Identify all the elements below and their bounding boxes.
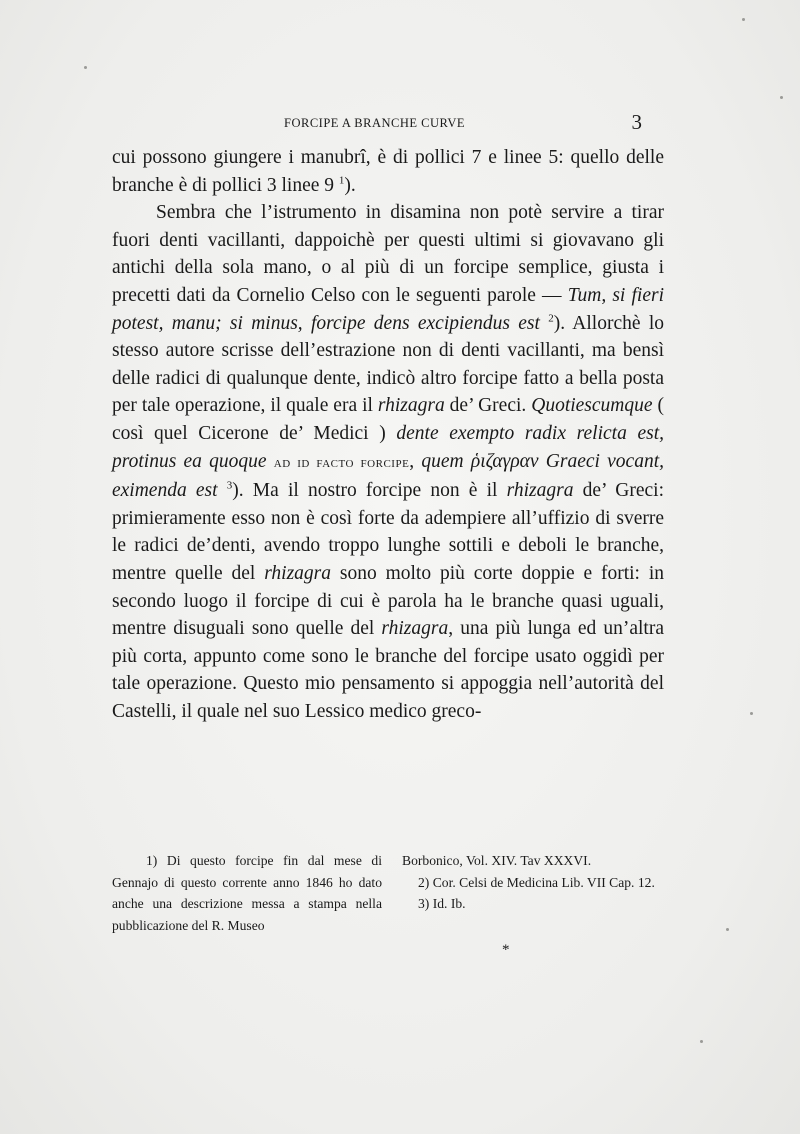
term-rhizagra: rhizagra (381, 618, 449, 640)
main-text (112, 144, 664, 725)
paper-speck (750, 712, 753, 715)
footnote-1: 1) Di questo forcipe fin dal mese di Gennajo di questo corrente anno 1846 ho dato anche una descrizione messa a stampa nella pubblicazione del R. Museo (112, 853, 382, 933)
text-run: ( così quel Cicerone de’ Medici ) (112, 395, 664, 444)
term-rhizagra: rhizagra (506, 480, 574, 502)
footnotes-left-column (112, 850, 382, 936)
page-number: 3 (631, 110, 642, 134)
celsus-quote-1: Tum, si fieri potest, manu; si minus, forcipe dens excipiendus est (112, 284, 665, 334)
text-run: de’ Greci: primieramente esso non è così forte da adempiere all’uffizio di sverre le radici de’denti, avendo troppo lunghe sottili e deboli le branche, mentre quelle del (112, 480, 664, 584)
text-run: , (409, 450, 422, 472)
small-caps-phrase: ad id facto forcipe (273, 454, 410, 471)
text-run: ). Allorchè lo stesso autore scrisse dell’estrazione non di denti vacillanti, ma bensì delle radici di qualunque dente, indicò altro forcipe fatto a bella posta per tale operazione, il quale era il (112, 312, 665, 417)
text-run: , una più lunga ed un’altra più corta, appunto come sono le branche del forcipe usato oggidì per tale operazione. Questo mio pensamento si appoggia nell’autorità del Castelli, il quale nel suo Lessico medico greco- (112, 618, 664, 722)
footnote-ref-2: 2 (548, 312, 554, 325)
term-rhizagra: rhizagra (377, 395, 445, 417)
paper-speck (726, 928, 729, 931)
paragraph-2 (112, 199, 664, 725)
text-run: de’ Greci. (444, 395, 532, 417)
paragraph-1-end: ). (344, 174, 356, 196)
celsus-quote-3: dente exempto radix relicta est, protinus ea quoque (112, 422, 664, 472)
footnote-ref-3: 3 (226, 479, 233, 492)
celsus-quote-4: quem ῥιζαγραν Graeci vocant, eximenda est (112, 450, 664, 502)
footnote-2: 2) Cor. Celsi de Medicina Lib. VII Cap. 12. (418, 874, 655, 890)
footnote-1-continued: Borbonico, Vol. XIV. Tav XXXVI. (402, 853, 592, 868)
footnote-ref-1: 1 (338, 174, 345, 187)
page-header (112, 110, 652, 134)
paragraph-1 (112, 144, 664, 199)
footnotes-right-column (402, 850, 660, 915)
paper-speck (780, 96, 783, 99)
paragraph-1-text: cui possono giungere i manubrî, è di pollici 7 e linee 5: quello delle branche è di pollici 3 linee 9 (112, 147, 664, 196)
running-title: FORCIPE A BRANCHE CURVE (284, 116, 466, 130)
paper-speck (700, 1040, 703, 1043)
term-rhizagra: rhizagra (264, 562, 332, 584)
paper-speck (84, 66, 87, 69)
text-run: sono molto più corte doppie e forti: in secondo luogo il forcipe di cui è parola ha le branche quasi uguali, mentre disuguali sono quelle del (112, 562, 665, 640)
celsus-quote-2: Quotiescumque (531, 395, 653, 417)
signature-mark: * (502, 942, 510, 958)
text-run: ). Ma il nostro forcipe non è il (232, 480, 507, 502)
paper-speck (742, 18, 745, 21)
footnote-3: 3) Id. Ib. (418, 896, 466, 911)
text-run: Sembra che l’istrumento in disamina non potè servire a tirar fuori denti vacillanti, dappoichè per questi ultimi si giovavano gli antichi della sola mano, o al più di un forcipe semplice, giusta i precetti dati da Cornelio Celso con le seguenti parole — (112, 202, 664, 306)
